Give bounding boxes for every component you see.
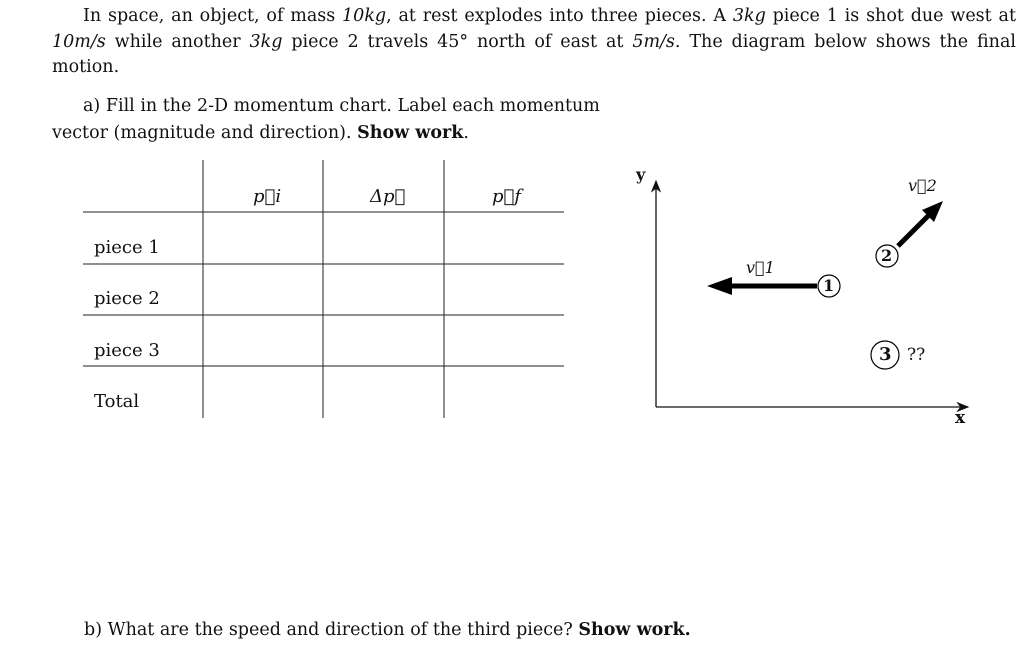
mass-piece-1: 3kg [732,6,766,26]
row-label-piece-3: piece 3 [94,340,160,361]
speed-piece-2: 5m/s [632,31,675,52]
piece-2-label: 2 [881,246,893,265]
col-header-p-final: p⃗f [492,186,521,207]
v2-arrow-shaft [898,215,929,246]
question-b [84,617,691,643]
question-a-text: a) Fill in the 2-D momentum chart. Label each momentum vector (magnitude and direction). [52,96,600,143]
col-header-p-initial: p⃗i [253,186,282,207]
piece-1-label: 1 [823,276,835,295]
speed-piece-1: 10m/s [52,31,106,52]
col-header-delta-p: Δp⃗ [370,186,406,207]
v1-arrow-head [707,277,732,295]
intro-text-4: while another [105,31,250,52]
question-a-end: . [463,123,469,143]
y-axis-label: y [636,165,646,184]
v2-label: v⃗2 [908,176,937,195]
intro-text-2: , at rest explodes into three pieces. A [386,6,733,26]
question-b-emphasis: Show work. [578,620,691,640]
mass-total: 10kg [342,6,387,26]
intro-text-6: . The diagram below shows the final motion. [52,31,1016,77]
x-axis-label: x [955,408,966,428]
row-label-total: Total [94,391,140,412]
question-b-text: b) What are the speed and direction of the third piece? [84,620,573,640]
question-a-emphasis: Show work [357,123,464,143]
row-label-piece-2: piece 2 [94,288,160,309]
piece-3-label: 3 [879,344,892,365]
intro-text-1: In space, an object, of mass [83,6,343,26]
mass-piece-2: 3kg [249,31,283,52]
piece-3-unknown: ?? [907,345,926,365]
row-label-piece-1: piece 1 [94,237,160,258]
v1-label: v⃗1 [746,258,775,277]
intro-text-3: piece 1 is shot due west at [765,6,1016,26]
intro-text-5: piece 2 travels 45° north of east at [282,31,633,52]
